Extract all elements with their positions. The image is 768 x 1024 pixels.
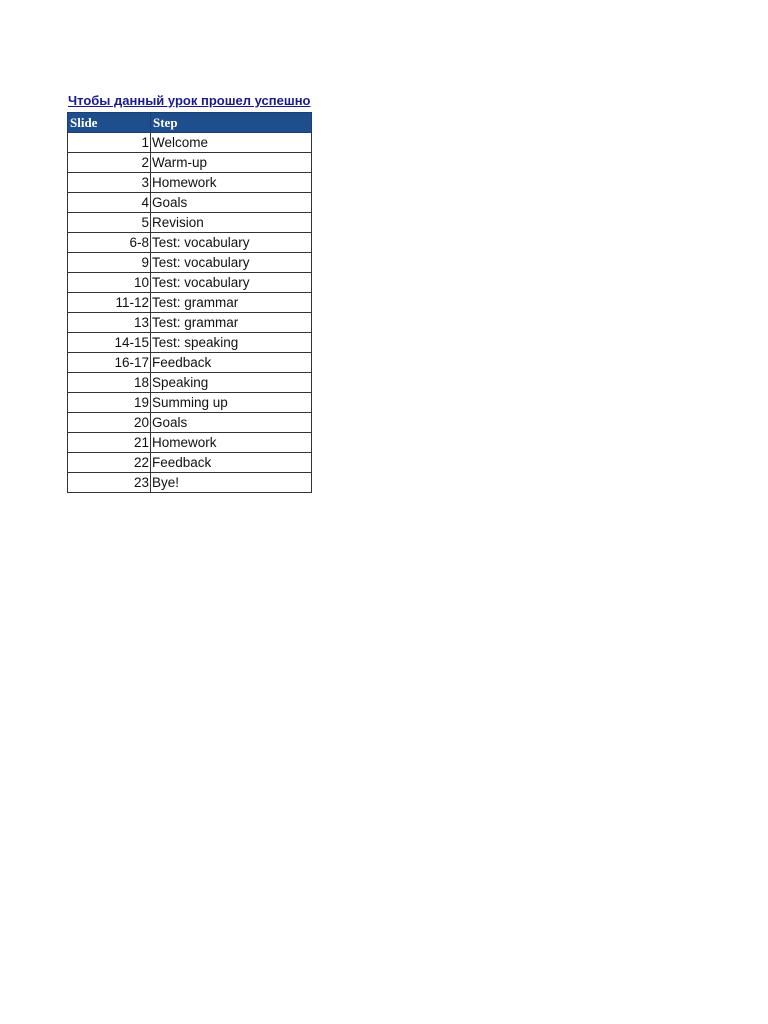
step-cell: Speaking	[151, 373, 312, 393]
step-cell: Warm-up	[151, 153, 312, 173]
slide-cell: 23	[68, 473, 151, 493]
table-row	[68, 373, 312, 393]
step-cell: Feedback	[151, 353, 312, 373]
table-row	[68, 453, 312, 473]
table-row	[68, 333, 312, 353]
step-cell: Homework	[151, 173, 312, 193]
slide-cell: 16-17	[68, 353, 151, 373]
slide-cell: 19	[68, 393, 151, 413]
table-row	[68, 193, 312, 213]
table-row	[68, 433, 312, 453]
step-cell: Welcome	[151, 133, 312, 153]
table-row	[68, 153, 312, 173]
table-body	[68, 133, 312, 493]
table-row	[68, 213, 312, 233]
table-row	[68, 273, 312, 293]
table-row	[68, 353, 312, 373]
table-row	[68, 313, 312, 333]
step-cell: Test: vocabulary	[151, 273, 312, 293]
table-row	[68, 173, 312, 193]
table-row	[68, 133, 312, 153]
step-cell: Test: vocabulary	[151, 253, 312, 273]
step-cell: Test: grammar	[151, 293, 312, 313]
column-header-step: Step	[151, 113, 312, 133]
slide-cell: 18	[68, 373, 151, 393]
table-row	[68, 473, 312, 493]
step-cell: Test: vocabulary	[151, 233, 312, 253]
lesson-steps-table	[67, 112, 312, 493]
slide-cell: 5	[68, 213, 151, 233]
step-cell: Revision	[151, 213, 312, 233]
title-link[interactable]: Чтобы данный урок прошел успешно	[68, 93, 311, 108]
step-cell: Feedback	[151, 453, 312, 473]
slide-cell: 20	[68, 413, 151, 433]
lesson-plan-sheet	[67, 92, 312, 493]
step-cell: Homework	[151, 433, 312, 453]
slide-cell: 22	[68, 453, 151, 473]
table-row	[68, 233, 312, 253]
table-row	[68, 293, 312, 313]
slide-cell: 9	[68, 253, 151, 273]
table-row	[68, 413, 312, 433]
slide-cell: 11-12	[68, 293, 151, 313]
table-row	[68, 253, 312, 273]
slide-cell: 3	[68, 173, 151, 193]
table-row	[68, 393, 312, 413]
slide-cell: 14-15	[68, 333, 151, 353]
slide-cell: 1	[68, 133, 151, 153]
slide-cell: 10	[68, 273, 151, 293]
step-cell: Bye!	[151, 473, 312, 493]
table-header-row	[68, 113, 312, 133]
step-cell: Test: speaking	[151, 333, 312, 353]
step-cell: Test: grammar	[151, 313, 312, 333]
slide-cell: 21	[68, 433, 151, 453]
slide-cell: 6-8	[68, 233, 151, 253]
step-cell: Goals	[151, 413, 312, 433]
slide-cell: 13	[68, 313, 151, 333]
column-header-slide: Slide	[68, 113, 151, 133]
slide-cell: 4	[68, 193, 151, 213]
slide-cell: 2	[68, 153, 151, 173]
step-cell: Goals	[151, 193, 312, 213]
step-cell: Summing up	[151, 393, 312, 413]
